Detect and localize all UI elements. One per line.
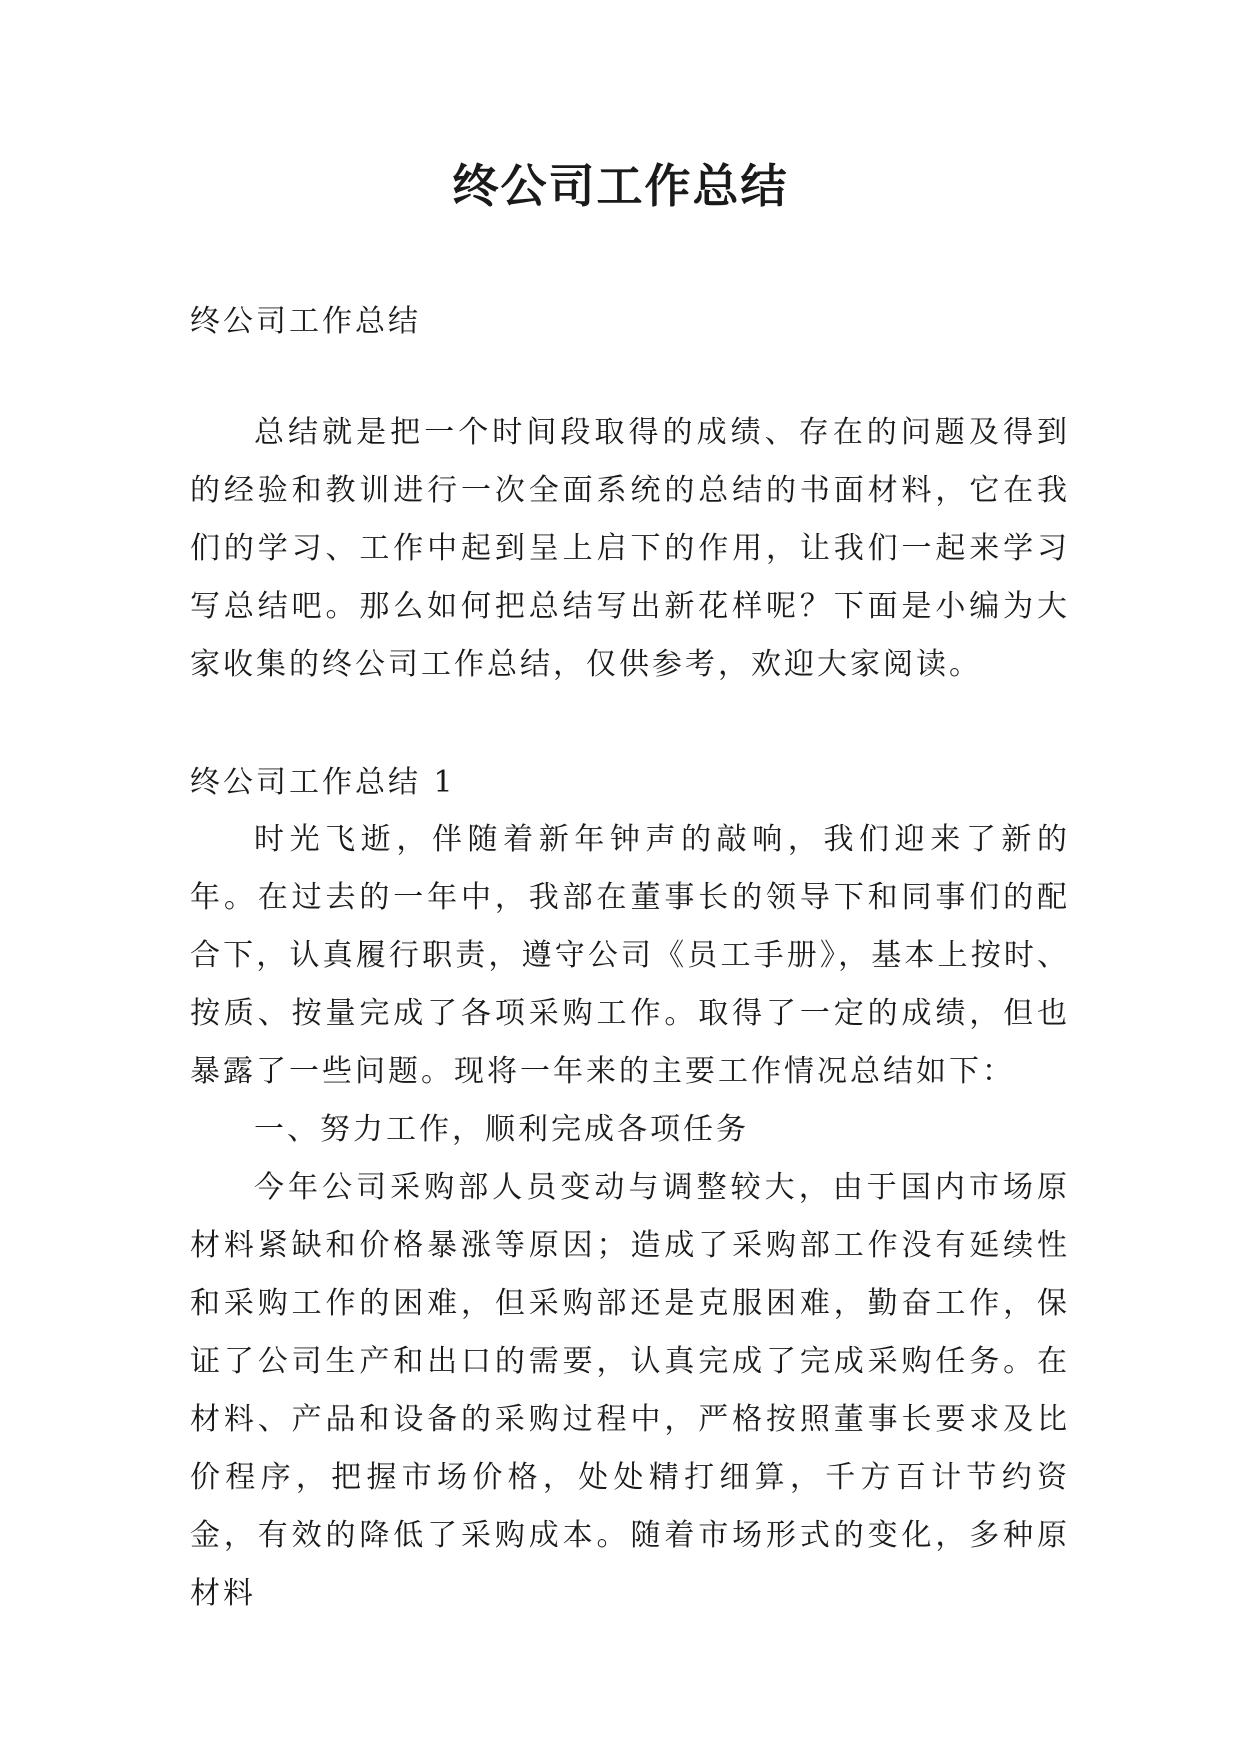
document-subtitle: 终公司工作总结 [190,304,421,339]
paragraph-heading-one: 一、努力工作，顺利完成各项任务 [254,1112,749,1147]
document-title: 终公司工作总结 [452,159,789,213]
paragraph-purchasing: 今年公司采购部人员变动与调整较大，由于国内市场原材料紧缺和价格暴涨等原因；造成了采购部工作没有延续性和采购工作的困难，但采购部还是克服困难，勤奋工作，保证了公司生产和出口的需要，认真完成了完成采购任务。在材料、产品和设备的采购过程中，严格按照董事长要求及比价程序，把握市场价格，处处精打细算，千方百计节约资金，有效的降低了采购成本。随着市场形式的变化，多种原材料 [190,1170,1070,1611]
paragraph-opening: 时光飞逝，伴随着新年钟声的敲响，我们迎来了新的年。在过去的一年中，我部在董事长的领导下和同事们的配合下，认真履行职责，遵守公司《员工手册》，基本上按时、按质、按量完成了各项采购工作。取得了一定的成绩，但也暴露了一些问题。现将一年来的主要工作情况总结如下： [190,822,1070,1089]
section-heading: 终公司工作总结 1 [190,765,456,800]
intro-paragraph: 总结就是把一个时间段取得的成绩、存在的问题及得到的经验和教训进行一次全面系统的总结的书面材料，它在我们的学习、工作中起到呈上启下的作用，让我们一起来学习写总结吧。那么如何把总结写出新花样呢？下面是小编为大家收集的终公司工作总结，仅供参考，欢迎大家阅读。 [190,415,1070,682]
section-body [190,811,1070,1623]
